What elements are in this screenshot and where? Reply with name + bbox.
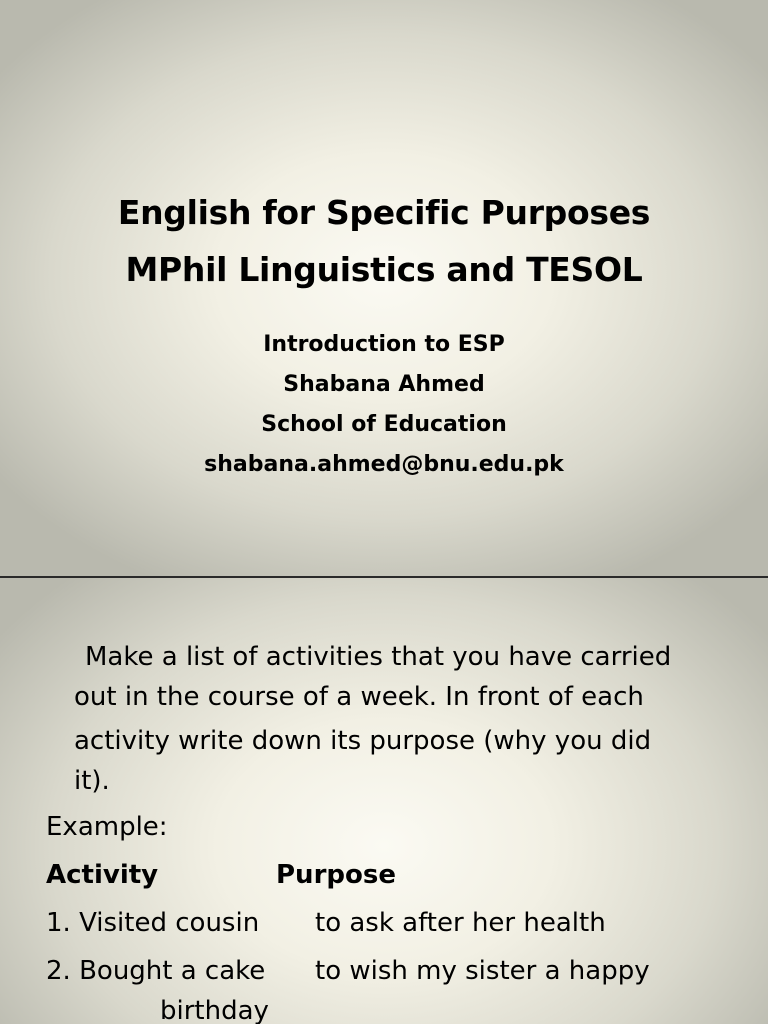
- subtitle-department: School of Education: [261, 412, 507, 437]
- activity-slide: [0, 578, 768, 1024]
- row-2-purpose-continuation: birthday: [160, 996, 269, 1024]
- row-2-activity: 2. Bought a cake: [46, 956, 266, 986]
- example-label: Example:: [46, 812, 168, 842]
- column-header-purpose: Purpose: [276, 860, 396, 890]
- column-header-activity: Activity: [46, 860, 159, 890]
- row-2-purpose: to wish my sister a happy: [315, 956, 650, 986]
- subtitle-author: Shabana Ahmed: [283, 372, 485, 397]
- slide-title-line-2: MPhil Linguistics and TESOL: [125, 250, 643, 289]
- subtitle-topic: Introduction to ESP: [263, 332, 505, 357]
- slide-title-line-1: English for Specific Purposes: [117, 193, 651, 232]
- instruction-line-4: it).: [74, 766, 110, 796]
- row-1-activity: 1. Visited cousin: [46, 908, 260, 938]
- instruction-line-1: Make a list of activities that you have carried: [85, 642, 672, 672]
- instruction-line-3: activity write down its purpose (why you did: [74, 726, 652, 756]
- instruction-line-2: out in the course of a week. In front of each: [74, 682, 644, 712]
- subtitle-email: shabana.ahmed@bnu.edu.pk: [204, 452, 564, 477]
- row-1-purpose: to ask after her health: [315, 908, 606, 938]
